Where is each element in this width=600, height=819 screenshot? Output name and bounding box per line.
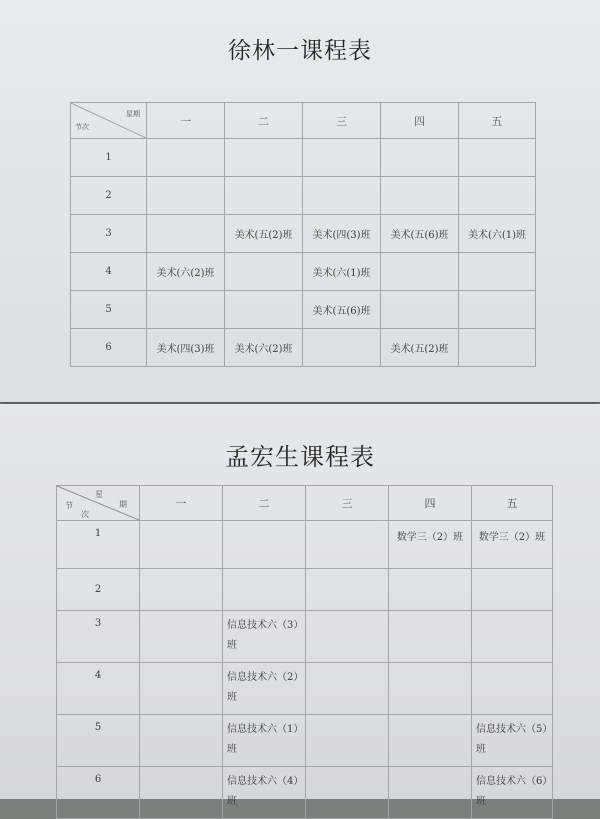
corner-period-label: 节次 bbox=[75, 123, 89, 131]
class-cell bbox=[223, 569, 306, 611]
period-row bbox=[71, 291, 536, 329]
class-cell bbox=[140, 767, 223, 819]
class-cell: 美术(四(3)班 bbox=[147, 329, 225, 367]
class-cell bbox=[472, 569, 553, 611]
period-number: 3 bbox=[57, 611, 140, 663]
class-line: 班 bbox=[227, 744, 237, 755]
class-line: 信息技术六（3） bbox=[227, 620, 304, 631]
corner-ci-label: 次 bbox=[81, 510, 89, 519]
period-row bbox=[71, 215, 536, 253]
class-cell: 美术(六(2)班 bbox=[225, 329, 303, 367]
period-row bbox=[57, 569, 553, 611]
class-cell bbox=[140, 715, 223, 767]
timetable-grid bbox=[70, 102, 536, 367]
class-cell bbox=[147, 139, 225, 177]
class-cell bbox=[306, 521, 389, 569]
class-cell: 美术(六(1)班 bbox=[303, 253, 381, 291]
class-cell bbox=[389, 715, 472, 767]
class-cell bbox=[389, 663, 472, 715]
period-row bbox=[71, 253, 536, 291]
class-cell bbox=[472, 663, 553, 715]
class-cell: 美术(五(6)班 bbox=[303, 291, 381, 329]
class-cell bbox=[223, 767, 306, 819]
class-line: 班 bbox=[227, 796, 237, 807]
class-cell bbox=[381, 253, 459, 291]
class-cell bbox=[140, 521, 223, 569]
class-cell bbox=[472, 767, 553, 819]
period-number: 2 bbox=[71, 177, 147, 215]
schedule-sheet-meng-hong-sheng bbox=[0, 404, 600, 807]
day-header: 四 bbox=[389, 486, 472, 521]
class-cell bbox=[303, 177, 381, 215]
period-number: 1 bbox=[71, 139, 147, 177]
period-row bbox=[71, 139, 536, 177]
class-cell bbox=[472, 611, 553, 663]
class-cell: 美术(五(6)班 bbox=[381, 215, 459, 253]
class-line: 信息技术六（2） bbox=[227, 672, 304, 683]
class-cell bbox=[381, 291, 459, 329]
day-header: 五 bbox=[472, 486, 553, 521]
period-number: 5 bbox=[71, 291, 147, 329]
class-cell bbox=[225, 291, 303, 329]
class-cell bbox=[306, 569, 389, 611]
period-row bbox=[57, 521, 553, 569]
class-cell bbox=[303, 329, 381, 367]
class-cell bbox=[223, 611, 306, 663]
corner-cell bbox=[57, 486, 140, 521]
class-cell bbox=[389, 611, 472, 663]
class-cell bbox=[306, 611, 389, 663]
class-cell bbox=[381, 177, 459, 215]
class-line: 信息技术六（6） bbox=[476, 776, 553, 787]
class-cell: 美术(五(2)班 bbox=[381, 329, 459, 367]
day-header: 一 bbox=[140, 486, 223, 521]
period-number: 4 bbox=[57, 663, 140, 715]
class-cell bbox=[225, 253, 303, 291]
period-number: 4 bbox=[71, 253, 147, 291]
period-row bbox=[57, 611, 553, 663]
class-cell bbox=[389, 569, 472, 611]
period-number: 6 bbox=[57, 767, 140, 819]
class-line: 班 bbox=[476, 744, 486, 755]
corner-qi-label: 期 bbox=[119, 500, 127, 509]
day-header: 一 bbox=[147, 103, 225, 139]
day-header: 四 bbox=[381, 103, 459, 139]
timetable-grid bbox=[56, 485, 553, 819]
class-line: 班 bbox=[227, 692, 237, 703]
class-cell bbox=[303, 139, 381, 177]
class-cell bbox=[223, 521, 306, 569]
class-line: 班 bbox=[476, 796, 486, 807]
period-row bbox=[71, 177, 536, 215]
class-cell bbox=[459, 291, 536, 329]
class-cell bbox=[140, 663, 223, 715]
class-cell bbox=[147, 215, 225, 253]
schedule-sheet-xu-lin-yi bbox=[0, 0, 600, 402]
class-line: 信息技术六（1） bbox=[227, 724, 304, 735]
period-number: 6 bbox=[71, 329, 147, 367]
class-cell bbox=[459, 329, 536, 367]
corner-day-label: 星期 bbox=[126, 110, 140, 118]
period-number: 5 bbox=[57, 715, 140, 767]
class-cell bbox=[306, 715, 389, 767]
class-cell: 美术(五(2)班 bbox=[225, 215, 303, 253]
schedule-title: 徐林一课程表 bbox=[228, 38, 372, 64]
corner-jie-label: 节 bbox=[65, 501, 73, 510]
header-row bbox=[71, 103, 536, 139]
day-header: 三 bbox=[303, 103, 381, 139]
class-cell bbox=[223, 663, 306, 715]
class-cell: 美术(六(2)班 bbox=[147, 253, 225, 291]
class-cell bbox=[223, 715, 306, 767]
class-cell bbox=[306, 767, 389, 819]
class-cell bbox=[459, 139, 536, 177]
corner-cell bbox=[71, 103, 147, 139]
day-header: 三 bbox=[306, 486, 389, 521]
period-number: 1 bbox=[57, 521, 140, 569]
period-row bbox=[57, 767, 553, 819]
class-cell bbox=[147, 291, 225, 329]
period-row bbox=[71, 329, 536, 367]
class-cell: 美术(四(3)班 bbox=[303, 215, 381, 253]
period-row bbox=[57, 663, 553, 715]
period-number: 3 bbox=[71, 215, 147, 253]
class-cell bbox=[225, 139, 303, 177]
period-row bbox=[57, 715, 553, 767]
class-cell: 美术(六(1)班 bbox=[459, 215, 536, 253]
day-header: 二 bbox=[223, 486, 306, 521]
class-cell bbox=[306, 663, 389, 715]
header-row bbox=[57, 486, 553, 521]
class-cell bbox=[140, 611, 223, 663]
class-cell: 数学三（2）班 bbox=[472, 521, 553, 569]
class-cell bbox=[472, 715, 553, 767]
class-cell bbox=[147, 177, 225, 215]
class-cell bbox=[381, 139, 459, 177]
period-number: 2 bbox=[57, 569, 140, 611]
class-cell: 数学三（2）班 bbox=[389, 521, 472, 569]
class-cell bbox=[225, 177, 303, 215]
class-cell bbox=[459, 253, 536, 291]
class-cell bbox=[459, 177, 536, 215]
class-line: 班 bbox=[227, 640, 237, 651]
class-line: 信息技术六（5） bbox=[476, 724, 553, 735]
day-header: 五 bbox=[459, 103, 536, 139]
class-cell bbox=[140, 569, 223, 611]
class-cell bbox=[389, 767, 472, 819]
corner-xing-label: 星 bbox=[95, 490, 103, 499]
class-line: 信息技术六（4） bbox=[227, 776, 304, 787]
day-header: 二 bbox=[225, 103, 303, 139]
schedule-title: 孟宏生课程表 bbox=[225, 443, 375, 471]
